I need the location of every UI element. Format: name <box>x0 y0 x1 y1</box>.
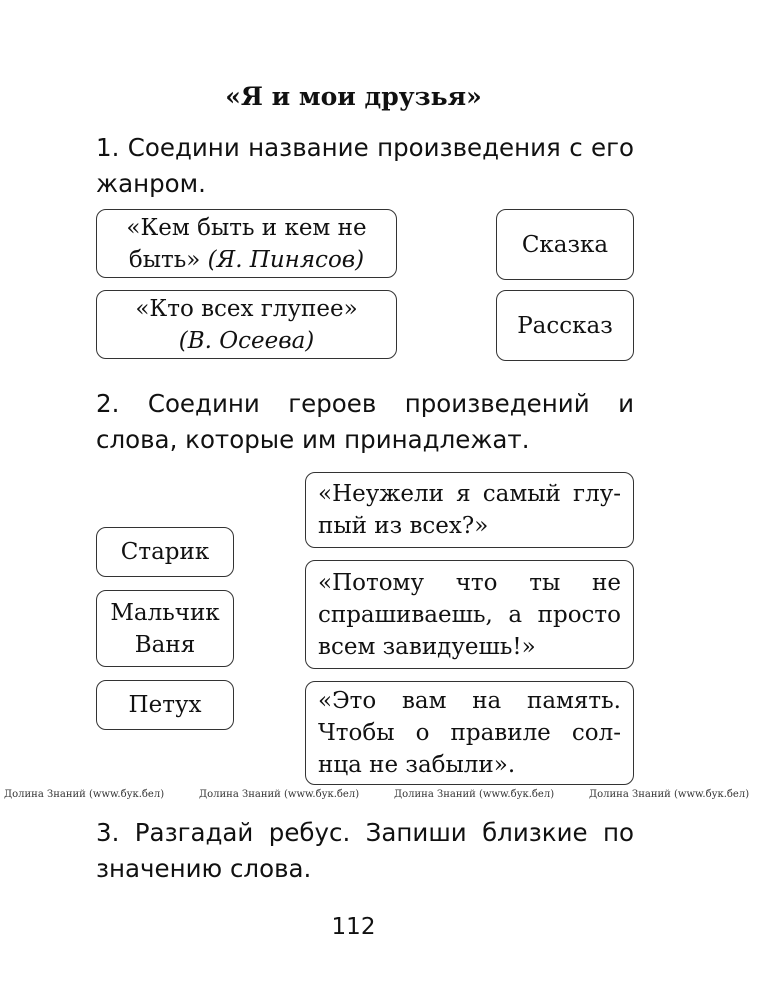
quote-box-1[interactable] <box>305 472 634 548</box>
watermark-text: Долина Знаний (www.бук.бел) <box>589 789 750 800</box>
watermark-text: Долина Знаний (www.бук.бел) <box>199 789 360 800</box>
quote-2-line-3: всем завидуешь!» <box>318 633 536 660</box>
quote-2-line-1: «Потому что ты не <box>318 569 621 596</box>
genre-box-1[interactable] <box>496 209 634 280</box>
task-2-instruction: 2. Соедини героев произведений и слова, которые им принадлежат. <box>96 389 634 454</box>
task-3-instruction: 3. Разгадай ребус. Запиши близкие по значению слова. <box>96 818 634 883</box>
quote-box-2[interactable] <box>305 560 634 669</box>
hero-box-2[interactable] <box>96 590 234 667</box>
hero-3-label: Петух <box>128 692 202 718</box>
page-number: 112 <box>331 914 376 940</box>
genre-2-label: Рассказ <box>517 312 613 339</box>
work-box-2[interactable] <box>96 290 397 359</box>
quote-box-3[interactable] <box>305 681 634 785</box>
work-1-title-end: быть» <box>128 246 201 273</box>
work-2-line-1: «Кто всех глупее» <box>135 295 358 322</box>
watermark-strip <box>0 789 750 803</box>
quote-3-line-3: нца не забыли». <box>318 752 516 778</box>
work-1-line-2 <box>129 244 364 276</box>
watermark-text: Долина Знаний (www.бук.бел) <box>4 789 165 800</box>
genre-box-2[interactable] <box>496 290 634 361</box>
page-title: «Я и мои друзья» <box>225 82 482 111</box>
quote-3-line-2: Чтобы о правиле сол- <box>318 720 621 746</box>
hero-2-line-1: Мальчик <box>110 599 220 626</box>
hero-box-1[interactable] <box>96 527 234 577</box>
quote-1-line-2: пый из всех?» <box>318 513 489 539</box>
work-box-1[interactable] <box>96 209 397 278</box>
work-1-line-1: «Кем быть и кем не <box>126 214 367 241</box>
hero-2-line-2: Ваня <box>134 631 196 658</box>
quote-2-line-2: спрашиваешь, а просто <box>318 601 621 628</box>
work-2-author: (В. Осеева) <box>178 327 315 354</box>
work-1-author: (Я. Пинясов) <box>207 246 365 273</box>
hero-1-label: Старик <box>120 539 210 565</box>
genre-1-label: Сказка <box>521 231 609 258</box>
task-1-instruction: 1. Соедини название произведения с его жанром. <box>96 133 634 198</box>
watermark-text: Долина Знаний (www.бук.бел) <box>394 789 555 800</box>
quote-1-line-1: «Неужели я самый глу- <box>318 481 621 507</box>
quote-3-line-1: «Это вам на память. <box>318 688 621 714</box>
hero-box-3[interactable] <box>96 680 234 730</box>
